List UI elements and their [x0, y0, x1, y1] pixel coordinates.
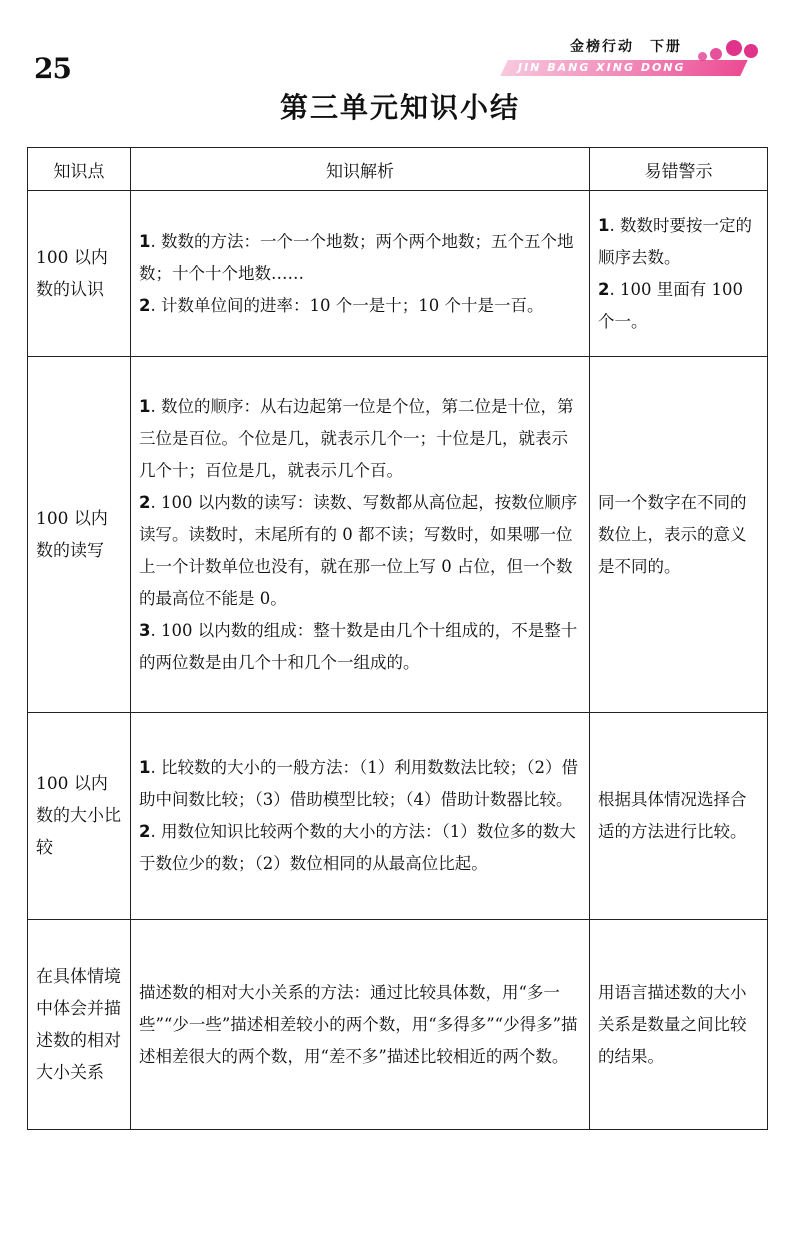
- analysis-item: 1. 比较数的大小的一般方法：（1）利用数数法比较；（2）借助中间数比较；（3）借助模型比较；（4）借助计数器比较。: [139, 758, 578, 809]
- warning-cell: [590, 191, 768, 357]
- dot-icon: [726, 40, 742, 56]
- dot-icon: [744, 44, 758, 58]
- brand-subtitle: JIN BANG XING DONG: [518, 61, 686, 74]
- topic-cell: 100 以内数的读写: [28, 357, 131, 713]
- topic-cell: 100 以内数的认识: [28, 191, 131, 357]
- analysis-item: 1. 数位的顺序：从右边起第一位是个位，第二位是十位，第三位是百位。个位是几，就表示几个一；十位是几，就表示几个十；百位是几，就表示几个百。: [139, 396, 574, 480]
- topic-cell: 在具体情境中体会并描述数的相对大小关系: [28, 920, 131, 1130]
- analysis-item: 2. 计数单位间的进率：10 个一是十；10 个十是一百。: [139, 295, 544, 315]
- warning-item: 1. 数数时要按一定的顺序去数。: [598, 215, 752, 267]
- table-row: [28, 713, 768, 920]
- warning-item: 同一个数字在不同的数位上，表示的意义是不同的。: [598, 492, 747, 576]
- column-header-analysis: 知识解析: [131, 148, 590, 191]
- analysis-cell: [131, 713, 590, 920]
- analysis-item: 1. 数数的方法：一个一个地数；两个两个地数；五个五个地数；十个十个地数……: [139, 231, 574, 283]
- warning-item: 2. 100 里面有 100 个一。: [598, 279, 743, 331]
- warning-item: 用语言描述数的大小关系是数量之间比较的结果。: [598, 982, 747, 1066]
- dot-icon: [710, 48, 722, 60]
- brand-title: 金榜行动 下册: [570, 39, 682, 55]
- dot-icon: [698, 52, 707, 61]
- table-row: [28, 357, 768, 713]
- analysis-item: 2. 用数位知识比较两个数的大小的方法：（1）数位多的数大于数位少的数；（2）数位相同的从最高位比起。: [139, 822, 576, 873]
- analysis-cell: [131, 920, 590, 1130]
- topic-cell: 100 以内数的大小比较: [28, 713, 131, 920]
- analysis-item: 3. 100 以内数的组成：整十数是由几个十组成的，不是整十的两位数是由几个十和几个一组成的。: [139, 620, 578, 672]
- analysis-cell: [131, 357, 590, 713]
- page-title: 第三单元知识小结: [279, 91, 520, 124]
- decorative-dots-icon: [690, 34, 770, 64]
- warning-cell: [590, 713, 768, 920]
- brand-header: [500, 28, 770, 80]
- analysis-item: 描述数的相对大小关系的方法：通过比较具体数，用“多一些”“少一些”描述相差较小的两个数，用“多得多”“少得多”描述相差很大的两个数，用“差不多”描述比较相近的两个数。: [139, 982, 578, 1066]
- warning-cell: [590, 357, 768, 713]
- summary-table: [27, 147, 768, 1130]
- table-row: [28, 191, 768, 357]
- warning-item: 根据具体情况选择合适的方法进行比较。: [598, 790, 747, 841]
- column-header-topic: 知识点: [28, 148, 131, 191]
- warning-cell: [590, 920, 768, 1130]
- table-header-row: [28, 148, 768, 191]
- column-header-warning: 易错警示: [590, 148, 768, 191]
- page-number: 25: [34, 52, 71, 85]
- analysis-item: 2. 100 以内数的读写：读数、写数都从高位起，按数位顺序读写。读数时，末尾所有的 0 都不读；写数时，如果哪一位上一个计数单位也没有，就在那一位上写 0 占位，但一个数的最高位不能是 0。: [139, 492, 578, 608]
- table-row: [28, 920, 768, 1130]
- analysis-cell: [131, 191, 590, 357]
